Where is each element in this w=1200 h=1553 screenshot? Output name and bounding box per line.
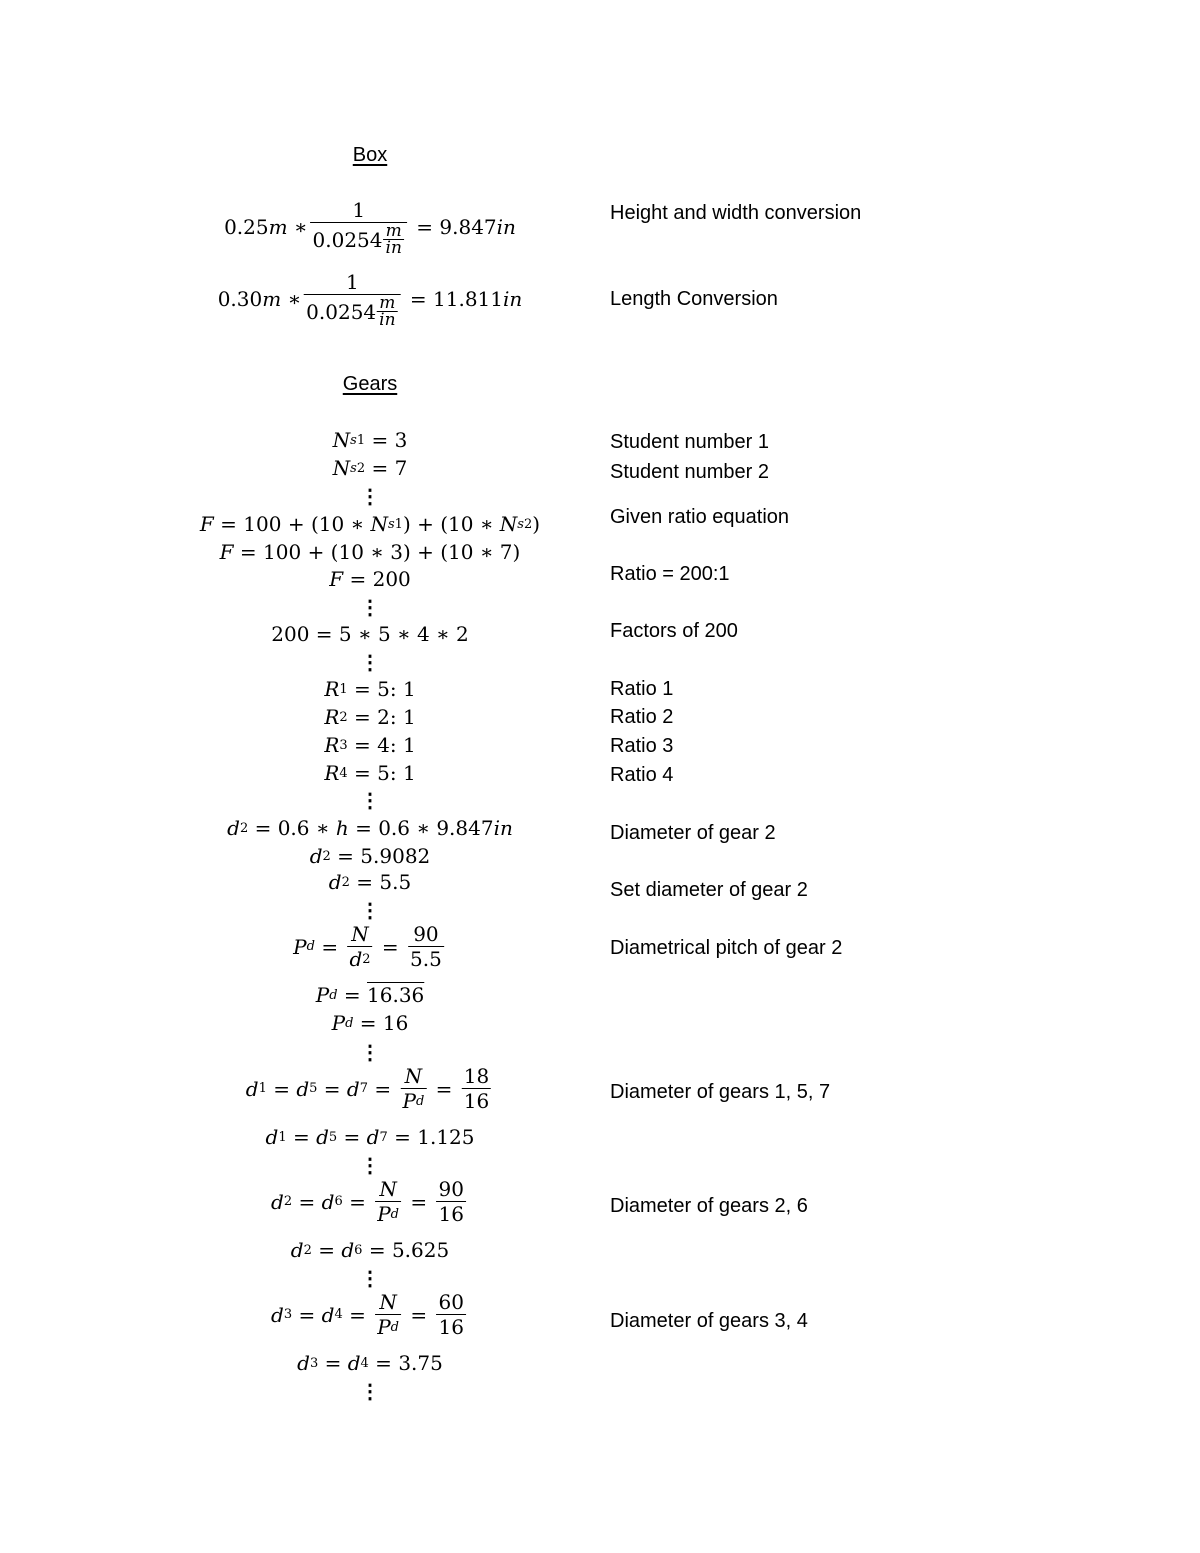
conv2-num: 1 [345, 270, 359, 294]
length-conversion-equation: 0.30 m ∗ 1 0.0254 $\frac{m}{in}$ = 11.811 in [217, 270, 523, 330]
d26-num: 90 [438, 1177, 464, 1201]
conv1-unit-num: m [385, 221, 402, 241]
ratio-1-equation: R 1 = 5: 1 [324, 677, 416, 701]
ratio-4-value: 5: 1 [377, 761, 416, 785]
conv1-rhs-unit: in [496, 215, 516, 239]
ratio-3-label: Ratio 3 [610, 735, 674, 757]
conv2-den: 0.0254 [306, 299, 377, 324]
ns1-value: 3 [394, 428, 408, 452]
conv1-lhs: 0.25 [224, 215, 269, 239]
d26-label: Diameter of gears 2, 6 [610, 1195, 808, 1217]
pd-label: Diametrical pitch of gear 2 [610, 937, 843, 959]
d157-label: Diameter of gears 1, 5, 7 [610, 1081, 831, 1103]
d2-equation: d 2 = 0.6 ∗ h = 0.6 ∗ 9.847 in [227, 816, 513, 840]
d34-result-equation: d 3 = d 4 = 3.75 [297, 1351, 443, 1375]
d34-den: 16 [438, 1315, 464, 1339]
ratio-result-value: 200 [372, 567, 411, 591]
d2-computed: 5.9082 [360, 844, 431, 868]
pd-set-equation: P d = 16 [331, 1011, 409, 1035]
vertical-ellipsis: ⋮ [360, 898, 380, 922]
d157-num: 18 [463, 1064, 490, 1088]
ns2-value: 7 [394, 456, 408, 480]
d26-result: 5.625 [391, 1238, 450, 1262]
d157-result-equation: d 1 = d 5 = d 7 = 1.125 [265, 1125, 475, 1149]
conv2-lhs: 0.30 [217, 287, 263, 311]
ns1-label: Student number 1 [610, 431, 769, 453]
factors-equation [271, 622, 468, 646]
pd-computed-equation: P d = 16.36 [315, 983, 425, 1007]
ratio-2-sub: 2 [339, 709, 348, 725]
ns2-label: Student number 2 [610, 461, 769, 483]
vertical-ellipsis: ⋮ [360, 1040, 380, 1064]
d2-coef: 0.6 [277, 816, 310, 840]
ratio-2-value: 2: 1 [377, 705, 416, 729]
d34-num: 60 [438, 1290, 464, 1314]
ratio-equation-substituted: F = 100 + (10 ∗ 3) + (10 ∗ 7) [219, 540, 521, 564]
conv1-rhs: 9.847 [439, 215, 497, 239]
d2-set-label: Set diameter of gear 2 [610, 879, 808, 901]
vertical-ellipsis: ⋮ [360, 595, 380, 619]
pd-computed: 16.36 [367, 983, 425, 1007]
ratio-2-label: Ratio 2 [610, 706, 674, 728]
pd-set: 16 [382, 1011, 409, 1035]
conv2-rhs-unit: in [503, 287, 523, 311]
ratio-1-value: 5: 1 [377, 677, 416, 701]
pd-equation: P d = N d 2 = $\frac{90}{5.5}$ [293, 922, 442, 971]
d2-set: 5.5 [379, 870, 412, 894]
ratio-4-label: Ratio 4 [610, 764, 674, 786]
d34-equation: d 3 = d 4 = N P d = $\frac{60}{16}$ [271, 1290, 464, 1339]
d2-h-value: 9.847 [436, 816, 494, 840]
ratio-3-sub: 3 [339, 737, 348, 753]
d2-label: Diameter of gear 2 [610, 822, 776, 844]
factors-label: Factors of 200 [610, 620, 738, 642]
d2-set-equation: d 2 = 5.5 [328, 870, 412, 894]
conv2-rhs: 11.811 [433, 287, 504, 311]
d26-equation: d 2 = d 6 = N P d = $\frac{90}{16}$ [271, 1177, 464, 1226]
ns2-equation: N s2 = 7 [332, 456, 408, 480]
ratio-3-value: 4: 1 [377, 733, 416, 757]
ratio-4-sub: 4 [339, 765, 348, 781]
ns1-equation: N s1 = 3 [332, 428, 408, 452]
conv1-unit-den: in [385, 238, 402, 258]
gears-heading: Gears [342, 373, 398, 395]
ratio-1-label: Ratio 1 [610, 678, 674, 700]
vertical-ellipsis: ⋮ [360, 484, 380, 508]
ratio-result-label: Ratio = 200:1 [610, 563, 730, 585]
conv1-fraction [311, 198, 407, 256]
conv1-den: 0.0254 [312, 227, 383, 252]
ratio-1-sub: 1 [339, 681, 348, 697]
factors-expr: 200 = 5 ∗ 5 ∗ 4 ∗ 2 [271, 622, 469, 646]
length-conversion-label: Length Conversion [610, 288, 778, 310]
height-width-conversion-equation: 0.25 m ∗ 1 0.0254 $\frac{m}{in}$ = 9.847 in [224, 198, 516, 258]
box-heading: Box [352, 144, 388, 166]
ratio-equation-line2: 100 + (10 ∗ 3) + (10 ∗ 7) [263, 540, 521, 564]
d157-den: 16 [463, 1089, 490, 1113]
vertical-ellipsis: ⋮ [360, 788, 380, 812]
d34-label: Diameter of gears 3, 4 [610, 1310, 808, 1332]
d157-equation: d 1 = d 5 = d 7 = N P d = $\frac{18}{16}$ [245, 1064, 490, 1113]
ratio-4-equation: R 4 = 5: 1 [324, 761, 416, 785]
vertical-ellipsis: ⋮ [360, 650, 380, 674]
pd-den: 5.5 [410, 947, 442, 971]
conv2-unit-num: m [379, 293, 396, 313]
d26-den: 16 [438, 1202, 464, 1226]
d2-computed-equation: d 2 = 5.9082 [309, 844, 431, 868]
vertical-ellipsis: ⋮ [360, 1153, 380, 1177]
conv2-unit-den: in [379, 310, 396, 330]
d157-result: 1.125 [417, 1125, 475, 1149]
ratio-result: F = 200 [329, 567, 411, 591]
ratio-2-equation: R 2 = 2: 1 [324, 705, 416, 729]
vertical-ellipsis: ⋮ [360, 1379, 380, 1403]
pd-num: 90 [413, 922, 439, 946]
ratio-equation-general: F = 100 + (10 ∗ N s1 ) + (10 ∗ N s2 ) [199, 512, 541, 536]
height-width-conversion-label: Height and width conversion [610, 202, 862, 224]
vertical-ellipsis: ⋮ [360, 1266, 380, 1290]
ratio-equation-label: Given ratio equation [610, 506, 790, 528]
conv2-fraction [304, 270, 400, 328]
d34-result: 3.75 [398, 1351, 443, 1375]
d26-result-equation: d 2 = d 6 = 5.625 [290, 1238, 450, 1262]
ratio-3-equation: R 3 = 4: 1 [324, 733, 416, 757]
conv1-num: 1 [352, 198, 366, 222]
